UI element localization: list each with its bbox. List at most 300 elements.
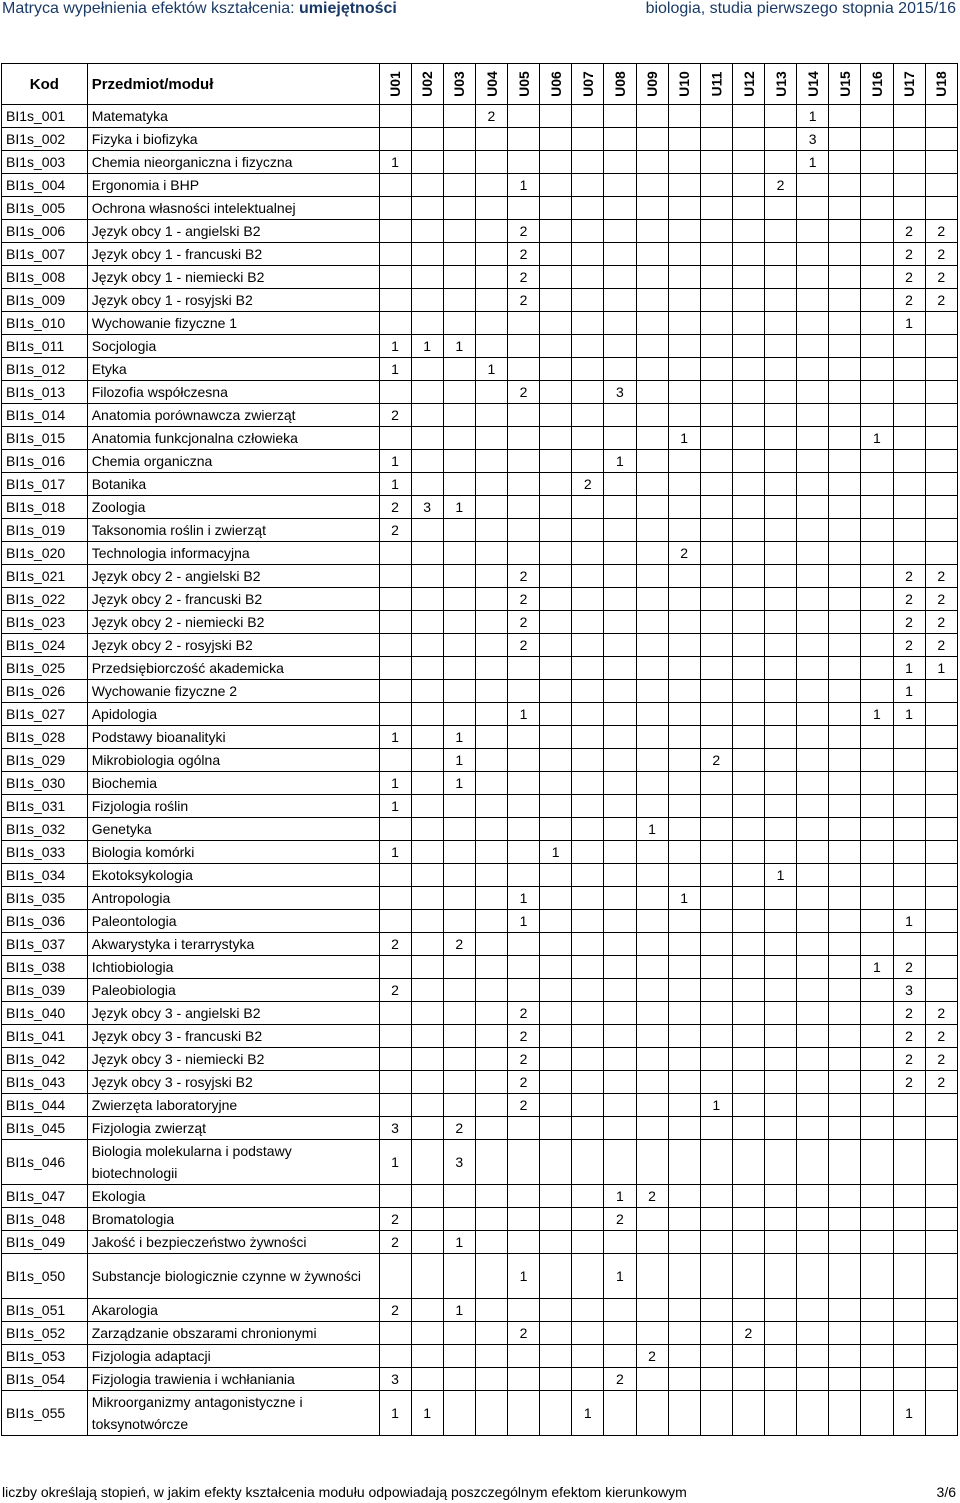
- cell-value: [636, 266, 668, 289]
- cell-value: [893, 1208, 925, 1231]
- cell-value: [668, 726, 700, 749]
- cell-value: [540, 1345, 572, 1368]
- cell-value: [443, 634, 475, 657]
- cell-value: [636, 795, 668, 818]
- cell-value: [700, 358, 732, 381]
- cell-value: [829, 473, 861, 496]
- cell-value: [732, 749, 764, 772]
- cell-value: [668, 1208, 700, 1231]
- cell-value: [765, 1299, 797, 1322]
- cell-value: [765, 588, 797, 611]
- cell-value: 1: [893, 910, 925, 933]
- cell-value: [636, 197, 668, 220]
- cell-value: [443, 1322, 475, 1345]
- cell-value: [540, 634, 572, 657]
- cell-kod: BI1s_055: [2, 1391, 88, 1436]
- cell-kod: BI1s_036: [2, 910, 88, 933]
- cell-value: [604, 1094, 636, 1117]
- cell-value: [572, 1345, 604, 1368]
- cell-value: [700, 956, 732, 979]
- cell-value: [475, 128, 507, 151]
- cell-value: [732, 657, 764, 680]
- cell-value: [636, 312, 668, 335]
- cell-value: [829, 680, 861, 703]
- cell-value: [636, 105, 668, 128]
- cell-value: [604, 151, 636, 174]
- cell-value: [411, 565, 443, 588]
- cell-value: [893, 1299, 925, 1322]
- cell-value: [443, 588, 475, 611]
- cell-value: [443, 519, 475, 542]
- cell-value: [765, 772, 797, 795]
- cell-module: Ekologia: [87, 1185, 379, 1208]
- cell-value: [572, 841, 604, 864]
- cell-value: [443, 404, 475, 427]
- cell-value: [411, 174, 443, 197]
- col-header-label: U15: [836, 71, 853, 97]
- cell-value: [765, 197, 797, 220]
- cell-module: Genetyka: [87, 818, 379, 841]
- cell-value: [797, 1140, 829, 1185]
- cell-value: [540, 473, 572, 496]
- cell-value: [540, 151, 572, 174]
- cell-value: [732, 956, 764, 979]
- cell-value: [797, 749, 829, 772]
- cell-value: [540, 933, 572, 956]
- cell-value: [732, 105, 764, 128]
- cell-value: [508, 427, 540, 450]
- cell-value: [861, 565, 893, 588]
- cell-value: [765, 703, 797, 726]
- cell-value: [668, 473, 700, 496]
- cell-value: [636, 1002, 668, 1025]
- cell-value: [765, 910, 797, 933]
- cell-value: [732, 197, 764, 220]
- cell-value: [829, 335, 861, 358]
- cell-value: [797, 634, 829, 657]
- cell-value: [572, 151, 604, 174]
- cell-value: [604, 542, 636, 565]
- cell-value: [411, 312, 443, 335]
- cell-value: [700, 1140, 732, 1185]
- cell-value: [572, 128, 604, 151]
- cell-value: 2: [379, 1208, 411, 1231]
- cell-value: [668, 703, 700, 726]
- cell-value: [636, 749, 668, 772]
- cell-value: [475, 1391, 507, 1436]
- cell-value: [829, 1254, 861, 1299]
- cell-value: [732, 381, 764, 404]
- cell-value: [636, 1322, 668, 1345]
- cell-kod: BI1s_054: [2, 1368, 88, 1391]
- cell-value: [572, 588, 604, 611]
- cell-value: [443, 979, 475, 1002]
- cell-value: [893, 542, 925, 565]
- cell-module: Ochrona własności intelektualnej: [87, 197, 379, 220]
- table-row: [2, 473, 958, 496]
- cell-value: [540, 749, 572, 772]
- cell-value: [797, 473, 829, 496]
- cell-value: [540, 1254, 572, 1299]
- cell-value: [829, 910, 861, 933]
- cell-value: [411, 1208, 443, 1231]
- col-header-label: U04: [483, 71, 500, 97]
- document-subtitle: biologia, studia pierwszego stopnia 2015/16: [645, 0, 956, 17]
- cell-value: [861, 1254, 893, 1299]
- cell-value: [668, 1140, 700, 1185]
- cell-value: [732, 128, 764, 151]
- cell-value: [797, 1231, 829, 1254]
- cell-value: [893, 795, 925, 818]
- cell-module: Jakość i bezpieczeństwo żywności: [87, 1231, 379, 1254]
- cell-value: 2: [925, 289, 957, 312]
- cell-value: [893, 1140, 925, 1185]
- cell-module: Biologia molekularna i podstawy biotechnologii: [87, 1140, 379, 1185]
- cell-value: [732, 611, 764, 634]
- table-row: [2, 703, 958, 726]
- cell-value: [572, 1094, 604, 1117]
- cell-value: [861, 772, 893, 795]
- cell-value: [829, 243, 861, 266]
- cell-value: [732, 220, 764, 243]
- cell-value: [797, 358, 829, 381]
- cell-value: 1: [893, 657, 925, 680]
- table-row: [2, 1299, 958, 1322]
- cell-kod: BI1s_005: [2, 197, 88, 220]
- cell-value: [797, 588, 829, 611]
- cell-value: 3: [379, 1117, 411, 1140]
- cell-value: [829, 1025, 861, 1048]
- table-row: [2, 174, 958, 197]
- cell-value: [443, 174, 475, 197]
- header-row: [2, 64, 958, 105]
- cell-value: [765, 151, 797, 174]
- cell-value: [925, 496, 957, 519]
- cell-value: 3: [379, 1368, 411, 1391]
- cell-value: [925, 128, 957, 151]
- cell-value: [732, 1140, 764, 1185]
- cell-value: [379, 887, 411, 910]
- cell-value: [475, 1140, 507, 1185]
- cell-value: [925, 473, 957, 496]
- cell-value: [475, 519, 507, 542]
- cell-value: 1: [379, 358, 411, 381]
- cell-value: 2: [893, 220, 925, 243]
- cell-kod: BI1s_043: [2, 1071, 88, 1094]
- cell-value: [829, 1208, 861, 1231]
- cell-value: [700, 657, 732, 680]
- cell-value: [636, 404, 668, 427]
- col-header-module: Przedmiot/moduł: [87, 64, 379, 105]
- cell-value: [604, 772, 636, 795]
- cell-value: 2: [572, 473, 604, 496]
- cell-module: Paleobiologia: [87, 979, 379, 1002]
- cell-value: [508, 956, 540, 979]
- cell-value: 2: [379, 1231, 411, 1254]
- table-row: [2, 496, 958, 519]
- cell-value: [636, 128, 668, 151]
- cell-value: [765, 427, 797, 450]
- cell-value: [765, 1391, 797, 1436]
- cell-value: [668, 1299, 700, 1322]
- cell-value: [604, 473, 636, 496]
- cell-value: [797, 1391, 829, 1436]
- cell-value: [508, 1140, 540, 1185]
- cell-value: [572, 1002, 604, 1025]
- cell-value: [443, 956, 475, 979]
- cell-value: [636, 1391, 668, 1436]
- cell-value: 1: [379, 1140, 411, 1185]
- cell-value: [443, 864, 475, 887]
- cell-value: [636, 772, 668, 795]
- cell-value: [540, 1002, 572, 1025]
- cell-value: [508, 1231, 540, 1254]
- table-row: [2, 1254, 958, 1299]
- cell-value: 2: [508, 588, 540, 611]
- cell-value: [732, 1048, 764, 1071]
- cell-value: [572, 542, 604, 565]
- cell-value: [861, 381, 893, 404]
- cell-value: [893, 197, 925, 220]
- cell-module: Paleontologia: [87, 910, 379, 933]
- cell-value: [636, 450, 668, 473]
- cell-value: 2: [379, 519, 411, 542]
- col-header-label: U17: [901, 71, 918, 97]
- cell-value: 1: [508, 174, 540, 197]
- col-header-label: U02: [419, 71, 436, 97]
- page-header: [0, 0, 960, 24]
- cell-value: [700, 105, 732, 128]
- cell-kod: BI1s_019: [2, 519, 88, 542]
- cell-value: [765, 979, 797, 1002]
- cell-value: [829, 1231, 861, 1254]
- cell-value: [604, 1002, 636, 1025]
- cell-value: 1: [379, 772, 411, 795]
- cell-value: [700, 1185, 732, 1208]
- cell-value: 1: [700, 1094, 732, 1117]
- cell-value: [508, 450, 540, 473]
- cell-value: [540, 174, 572, 197]
- cell-value: [572, 1322, 604, 1345]
- cell-value: [925, 105, 957, 128]
- cell-value: [508, 1185, 540, 1208]
- cell-value: 2: [925, 1071, 957, 1094]
- cell-value: [604, 565, 636, 588]
- cell-value: [861, 266, 893, 289]
- cell-value: [732, 1025, 764, 1048]
- cell-value: 2: [508, 266, 540, 289]
- cell-value: [893, 749, 925, 772]
- cell-kod: BI1s_011: [2, 335, 88, 358]
- cell-value: [475, 703, 507, 726]
- cell-value: [732, 358, 764, 381]
- cell-value: [379, 680, 411, 703]
- cell-value: [925, 358, 957, 381]
- cell-value: [765, 565, 797, 588]
- cell-value: [925, 1345, 957, 1368]
- cell-value: [443, 1025, 475, 1048]
- cell-value: [732, 1117, 764, 1140]
- cell-value: [572, 174, 604, 197]
- cell-module: Wychowanie fizyczne 1: [87, 312, 379, 335]
- cell-value: [829, 1071, 861, 1094]
- cell-value: [893, 174, 925, 197]
- cell-value: [572, 680, 604, 703]
- cell-value: [765, 1002, 797, 1025]
- cell-value: 1: [540, 841, 572, 864]
- cell-value: [604, 312, 636, 335]
- cell-value: [829, 174, 861, 197]
- cell-value: 1: [797, 151, 829, 174]
- cell-value: [765, 887, 797, 910]
- cell-value: [861, 1094, 893, 1117]
- cell-value: [797, 703, 829, 726]
- cell-value: 2: [508, 243, 540, 266]
- cell-value: 1: [443, 1231, 475, 1254]
- cell-value: 2: [700, 749, 732, 772]
- cell-value: [411, 795, 443, 818]
- cell-value: [797, 1299, 829, 1322]
- cell-value: [411, 611, 443, 634]
- cell-value: [668, 634, 700, 657]
- cell-value: [475, 933, 507, 956]
- col-header-kod: Kod: [2, 64, 88, 105]
- cell-value: [700, 1345, 732, 1368]
- cell-value: [829, 542, 861, 565]
- cell-value: [540, 680, 572, 703]
- cell-value: [765, 1117, 797, 1140]
- table-row: [2, 680, 958, 703]
- cell-module: Etyka: [87, 358, 379, 381]
- cell-module: Wychowanie fizyczne 2: [87, 680, 379, 703]
- cell-value: [732, 772, 764, 795]
- cell-value: [829, 1048, 861, 1071]
- cell-value: [732, 496, 764, 519]
- cell-value: [797, 1345, 829, 1368]
- cell-value: [411, 1048, 443, 1071]
- cell-value: [475, 266, 507, 289]
- cell-value: [732, 174, 764, 197]
- cell-value: [668, 611, 700, 634]
- cell-value: [829, 312, 861, 335]
- cell-module: Antropologia: [87, 887, 379, 910]
- cell-value: [668, 450, 700, 473]
- cell-value: [668, 588, 700, 611]
- cell-value: 1: [379, 795, 411, 818]
- cell-value: [443, 105, 475, 128]
- cell-value: [732, 151, 764, 174]
- cell-value: [829, 1299, 861, 1322]
- cell-value: [732, 1208, 764, 1231]
- cell-value: [829, 450, 861, 473]
- cell-value: [861, 1185, 893, 1208]
- cell-value: [765, 450, 797, 473]
- cell-value: [765, 404, 797, 427]
- cell-value: [861, 841, 893, 864]
- cell-value: [636, 1231, 668, 1254]
- cell-value: [636, 1140, 668, 1185]
- cell-value: [668, 680, 700, 703]
- table-row: [2, 1117, 958, 1140]
- cell-value: [379, 289, 411, 312]
- cell-value: 2: [893, 588, 925, 611]
- cell-module: Chemia nieorganiczna i fizyczna: [87, 151, 379, 174]
- cell-value: [540, 1368, 572, 1391]
- cell-value: [443, 1368, 475, 1391]
- cell-value: [797, 496, 829, 519]
- cell-kod: BI1s_035: [2, 887, 88, 910]
- cell-value: [668, 151, 700, 174]
- cell-value: [508, 1368, 540, 1391]
- cell-value: [797, 1048, 829, 1071]
- cell-value: [668, 1231, 700, 1254]
- cell-value: [572, 243, 604, 266]
- cell-value: [925, 795, 957, 818]
- cell-value: [829, 933, 861, 956]
- cell-value: [668, 1025, 700, 1048]
- cell-value: [636, 243, 668, 266]
- cell-value: [636, 1048, 668, 1071]
- col-header-u08: [604, 64, 636, 105]
- cell-value: [732, 726, 764, 749]
- cell-kod: BI1s_052: [2, 1322, 88, 1345]
- cell-value: [604, 496, 636, 519]
- cell-value: [925, 1391, 957, 1436]
- cell-value: [797, 243, 829, 266]
- cell-value: 2: [379, 496, 411, 519]
- cell-value: [379, 1071, 411, 1094]
- cell-value: [829, 841, 861, 864]
- cell-value: [668, 1391, 700, 1436]
- cell-value: [475, 1299, 507, 1322]
- cell-value: [636, 1071, 668, 1094]
- cell-value: 2: [893, 243, 925, 266]
- cell-value: [893, 358, 925, 381]
- cell-value: [604, 588, 636, 611]
- cell-value: [668, 1071, 700, 1094]
- cell-value: [700, 220, 732, 243]
- cell-value: [475, 726, 507, 749]
- cell-value: [700, 335, 732, 358]
- cell-value: [604, 864, 636, 887]
- cell-module: Ichtiobiologia: [87, 956, 379, 979]
- table-row: [2, 1391, 958, 1436]
- cell-value: [540, 657, 572, 680]
- cell-value: [925, 703, 957, 726]
- cell-value: [475, 335, 507, 358]
- cell-value: [861, 220, 893, 243]
- cell-value: [861, 1322, 893, 1345]
- table-row: [2, 312, 958, 335]
- cell-value: [475, 542, 507, 565]
- cell-value: [668, 220, 700, 243]
- cell-value: [411, 151, 443, 174]
- cell-value: [925, 749, 957, 772]
- cell-value: [700, 933, 732, 956]
- table-row: [2, 266, 958, 289]
- cell-value: [475, 427, 507, 450]
- cell-value: [604, 404, 636, 427]
- cell-value: [508, 197, 540, 220]
- cell-value: 1: [379, 151, 411, 174]
- cell-value: 2: [508, 611, 540, 634]
- cell-value: [540, 335, 572, 358]
- cell-value: [732, 841, 764, 864]
- cell-value: [508, 1391, 540, 1436]
- cell-value: [508, 795, 540, 818]
- cell-value: [379, 542, 411, 565]
- cell-module: Fizjologia roślin: [87, 795, 379, 818]
